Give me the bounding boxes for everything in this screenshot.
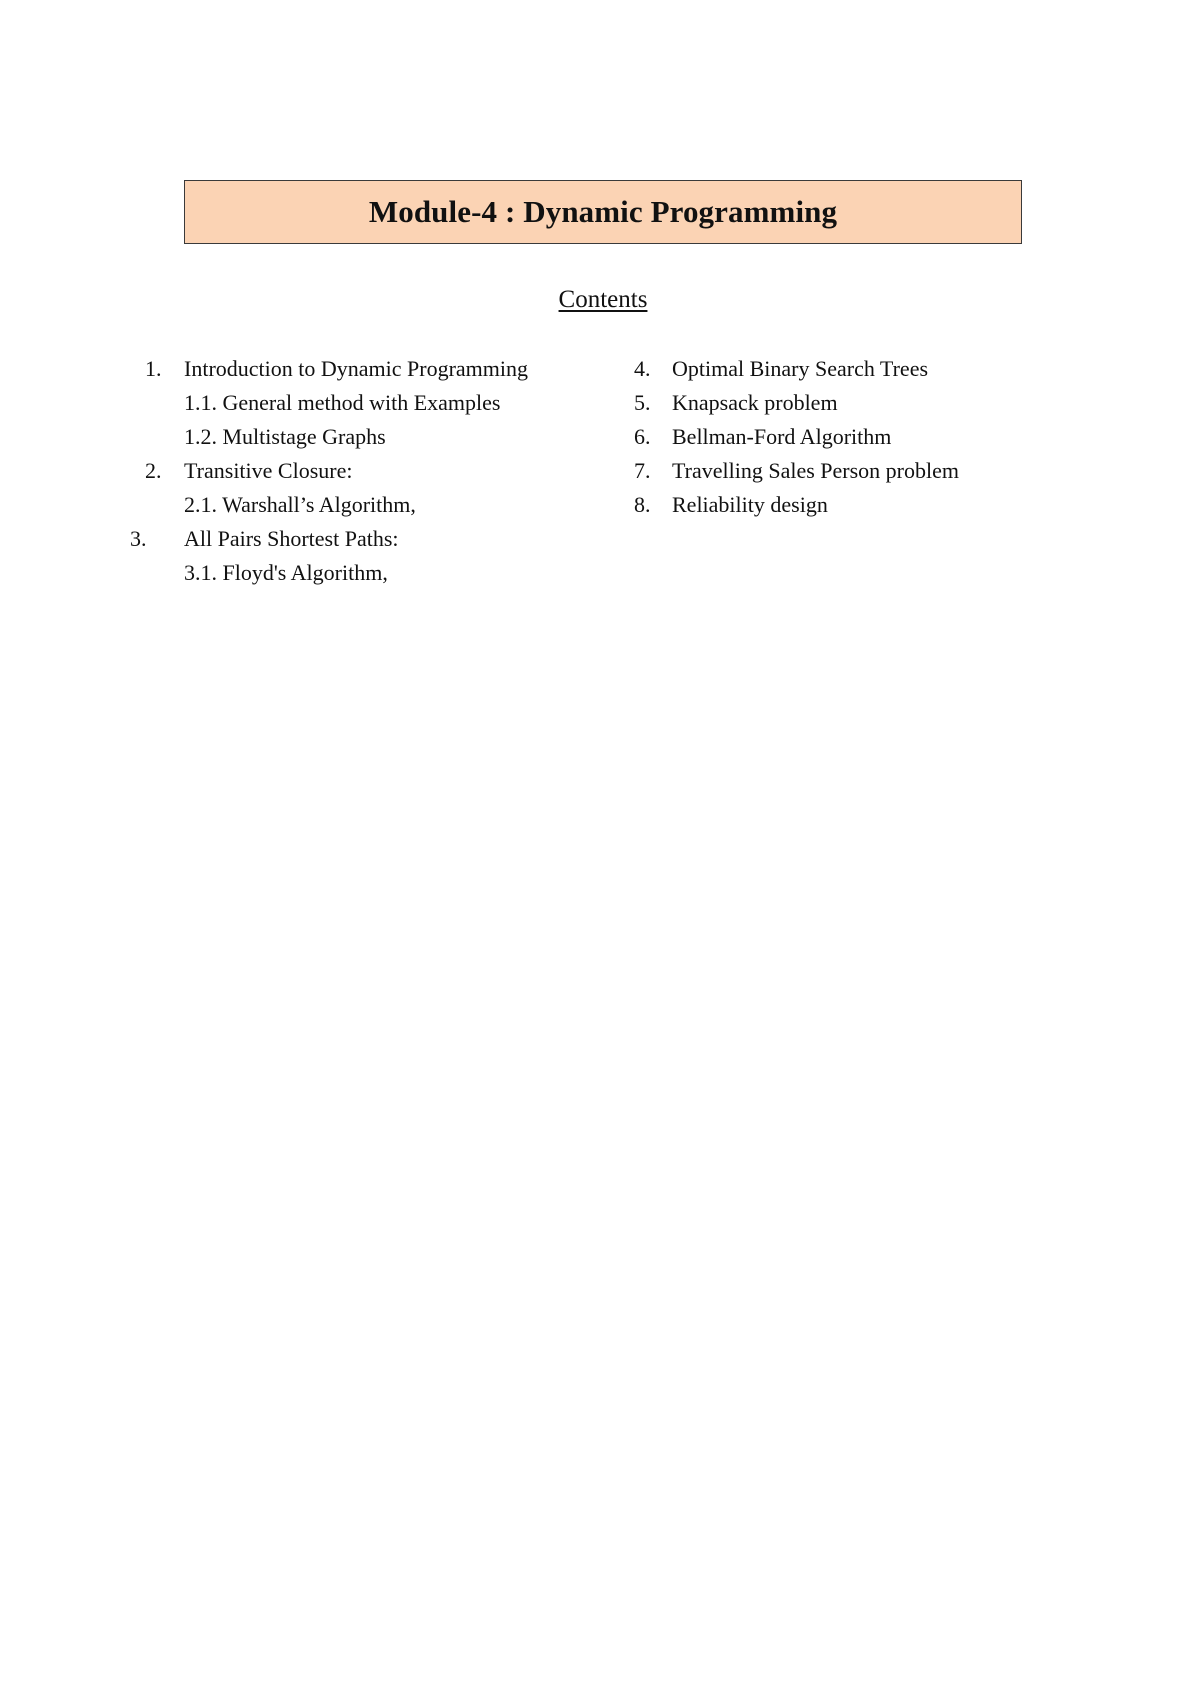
contents-heading: Contents [558, 286, 648, 313]
toc-item-label: Optimal Binary Search Trees [672, 356, 929, 381]
toc-item-5 [0, 390, 1200, 416]
toc-item-label: Bellman-Ford Algorithm [672, 424, 892, 449]
page-title: Module-4 : Dynamic Programming [368, 194, 838, 229]
toc-item-4 [0, 356, 1200, 382]
toc-item-label: All Pairs Shortest Paths: [184, 526, 399, 551]
toc-item-7 [0, 458, 1200, 484]
toc-item-label: Transitive Closure: [184, 458, 353, 483]
toc-item-3 [0, 526, 1200, 552]
toc-item-number: 5. [634, 390, 651, 415]
toc-item-text: Floyd's Algorithm, [222, 560, 388, 585]
toc-item-number: 7. [634, 458, 651, 483]
toc-item-label [184, 560, 388, 586]
toc-item-label: Reliability design [672, 492, 828, 517]
toc-item-6 [0, 424, 1200, 450]
toc-item-label: Travelling Sales Person problem [672, 458, 959, 483]
toc-item-number: 1.2. [184, 424, 217, 449]
toc-item-number: 4. [634, 356, 651, 381]
toc-item-text: General method with Examples [222, 390, 501, 415]
toc-item-8 [0, 492, 1200, 518]
toc-item-number: 2.1. [184, 492, 217, 517]
toc-item-number: 6. [634, 424, 651, 449]
toc-item-label: Knapsack problem [672, 390, 838, 415]
toc-item-3-1 [0, 560, 1200, 586]
toc-item-text: Warshall’s Algorithm, [222, 492, 416, 517]
toc-item-number: 2. [145, 458, 162, 483]
toc-item-number: 3. [130, 526, 147, 551]
toc-item-number: 8. [634, 492, 651, 517]
toc-item-text: Multistage Graphs [222, 424, 386, 449]
toc-item-label: Introduction to Dynamic Programming [184, 356, 528, 381]
toc-item-number: 1.1. [184, 390, 217, 415]
toc-item-number: 3.1. [184, 560, 217, 585]
toc-item-number: 1. [145, 356, 162, 381]
title-banner [184, 180, 1022, 244]
